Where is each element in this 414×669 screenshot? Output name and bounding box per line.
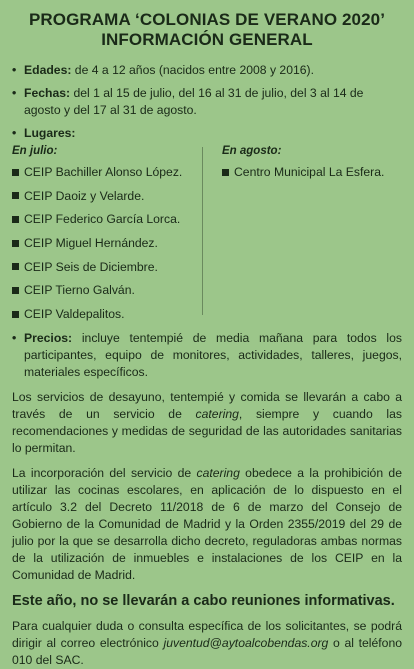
fechas-label: Fechas: — [24, 86, 71, 100]
contact-email: juventud@aytoalcobendas.org — [163, 635, 329, 650]
square-bullet-icon — [12, 192, 19, 199]
precios-label: Precios: — [24, 330, 73, 345]
square-bullet-icon — [12, 311, 19, 318]
contacto-paragraph — [12, 618, 402, 669]
square-bullet-icon — [222, 169, 229, 176]
list-item-label: CEIP Federico García Lorca. — [24, 212, 181, 227]
incorporacion-text-pre: La incorporación del servicio de — [12, 465, 197, 480]
page-title — [12, 10, 402, 50]
incorporacion-text-post: obedece a la prohibición de utilizar las cocinas escolares, en aplicación de lo dispuesto en el artículo 3.2 del Decreto 11/2018 de 6 de marzo del Consejo de Gobierno de la Comunidad de Madrid y la Orden 2355/2019 del 29 de julio por la que se desarrolla dicho decreto, reguladoras ambas normas de la utilización de inmuebles e instalaciones de los CEIP en la Comunidad de Madrid. — [12, 465, 402, 582]
fechas-text: del 1 al 15 de julio, del 16 al 31 de julio, del 3 al 14 de agosto y del 17 al 31 de agosto. — [24, 86, 364, 117]
lugares-item — [12, 125, 402, 142]
julio-column — [12, 144, 202, 330]
servicios-text-em: catering — [195, 406, 239, 421]
edades-text: de 4 a 12 años (nacidos entre 2008 y 2016). — [71, 63, 314, 77]
square-bullet-icon — [12, 287, 19, 294]
list-item — [12, 282, 202, 298]
list-item-label: CEIP Seis de Diciembre. — [24, 259, 158, 274]
square-bullet-icon — [12, 216, 19, 223]
aviso-heading: Este año, no se llevarán a cabo reuniones informativas. — [12, 592, 395, 609]
lugares-label: Lugares: — [24, 126, 76, 140]
agosto-column — [202, 144, 384, 330]
julio-heading: En julio: — [12, 145, 58, 157]
list-item-label: CEIP Miguel Hernández. — [24, 236, 158, 251]
list-item — [12, 211, 202, 227]
edades-item — [12, 62, 402, 79]
incorporacion-paragraph — [12, 465, 402, 584]
list-item-label: CEIP Valdepalitos. — [24, 307, 125, 322]
servicios-paragraph — [12, 389, 402, 457]
list-item — [12, 235, 202, 251]
list-item — [12, 164, 202, 180]
bullet-icon: • — [12, 126, 17, 140]
list-item — [222, 164, 384, 180]
contacto-text-pre: Para cualquier duda o consulta específica de los solicitantes, se podrá dirigir al correo electrónico — [12, 618, 402, 650]
list-item-label: CEIP Daoiz y Velarde. — [24, 188, 145, 203]
column-divider — [202, 147, 203, 315]
incorporacion-text-em: catering — [196, 465, 240, 480]
square-bullet-icon — [12, 169, 19, 176]
servicios-text-pre: Los servicios de desayuno, tentempié y comida se llevarán a cabo a través de un servicio de — [12, 389, 402, 421]
precios-text: incluye tentempié de media mañana para todos los participantes, equipo de monitores, actividades, talleres, juegos, materiales específicos. — [24, 330, 402, 379]
agosto-heading: En agosto: — [222, 145, 282, 157]
list-item-label: Centro Municipal La Esfera. — [234, 165, 385, 179]
bullet-icon: • — [12, 86, 17, 100]
list-item — [12, 259, 202, 275]
edades-label: Edades: — [24, 63, 72, 77]
square-bullet-icon — [12, 263, 19, 270]
lugares-columns — [12, 144, 402, 330]
title-line-1: PROGRAMA ‘COLONIAS DE VERANO 2020’ — [28, 10, 386, 29]
list-item-label: CEIP Bachiller Alonso López. — [24, 165, 183, 179]
list-item-label: CEIP Tierno Galván. — [24, 283, 135, 298]
bullet-icon: • — [12, 330, 17, 345]
contacto-text-post: o al teléfono 010 del SAC. — [12, 635, 402, 667]
fechas-item — [12, 85, 402, 119]
square-bullet-icon — [12, 240, 19, 247]
bullet-icon: • — [12, 63, 17, 77]
list-item — [12, 188, 202, 204]
servicios-text-post: , siempre y cuando las recomendaciones y medidas de seguridad de las autoridades sanitarias lo permitan. — [12, 406, 402, 455]
list-item — [12, 306, 202, 322]
precios-item — [12, 330, 402, 381]
title-line-2: INFORMACIÓN GENERAL — [101, 30, 313, 49]
